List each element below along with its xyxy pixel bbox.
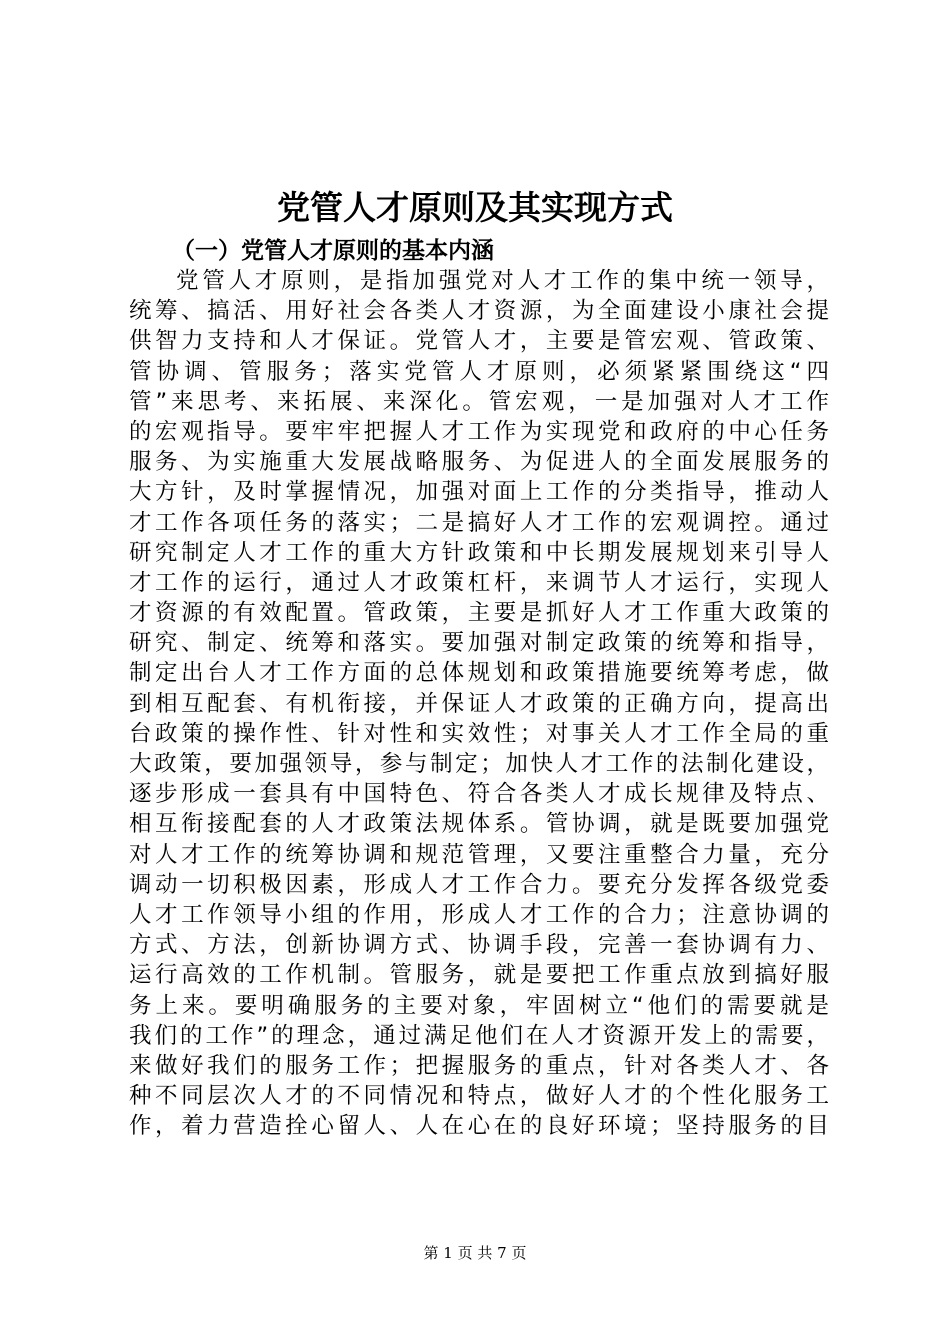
- body-line: 相互衔接配套的人才政策法规体系。管协调，就是既要加强党: [129, 811, 829, 838]
- body-line: 研究制定人才工作的重大方针政策和中长期发展规划来引导人: [129, 539, 829, 566]
- body-line: 研究、制定、统筹和落实。要加强对制定政策的统筹和指导，: [129, 630, 829, 657]
- body-line: 的宏观指导。要牢牢把握人才工作为实现党和政府的中心任务: [129, 418, 829, 445]
- body-line: 方式、方法，创新协调方式、协调手段，完善一套协调有力、: [129, 932, 829, 959]
- body-line: 管协调、管服务；落实党管人才原则，必须紧紧围绕这“四: [129, 358, 829, 385]
- document-title: 党管人才原则及其实现方式: [277, 188, 673, 227]
- page-indicator: 第 1 页 共 7 页: [423, 1244, 527, 1262]
- body-line: 大方针，及时掌握情况，加强对面上工作的分类指导，推动人: [129, 479, 829, 506]
- body-paragraph: [129, 266, 829, 1141]
- body-line: 才资源的有效配置。管政策，主要是抓好人才工作重大政策的: [129, 600, 829, 627]
- body-line: 党管人才原则，是指加强党对人才工作的集中统一领导，: [176, 268, 829, 294]
- body-line: 服务、为实施重大发展战略服务、为促进人的全面发展服务的: [129, 449, 829, 476]
- body-line: 运行高效的工作机制。管服务，就是要把工作重点放到搞好服: [129, 962, 829, 989]
- body-line: 统筹、搞活、用好社会各类人才资源，为全面建设小康社会提: [129, 298, 829, 325]
- body-line: 逐步形成一套具有中国特色、符合各类人才成长规律及特点、: [129, 781, 829, 808]
- body-line: 对人才工作的统筹协调和规范管理，又要注重整合力量，充分: [129, 841, 829, 868]
- body-line: 来做好我们的服务工作；把握服务的重点，针对各类人才、各: [129, 1052, 829, 1079]
- body-line: 台政策的操作性、针对性和实效性；对事关人才工作全局的重: [129, 720, 829, 747]
- body-line: 调动一切积极因素，形成人才工作合力。要充分发挥各级党委: [129, 871, 829, 898]
- body-line: 才工作的运行，通过人才政策杠杆，来调节人才运行，实现人: [129, 569, 829, 596]
- body-line: 我们的工作”的理念，通过满足他们在人才资源开发上的需要，: [129, 1022, 829, 1049]
- body-line: 到相互配套、有机衔接，并保证人才政策的正确方向，提高出: [129, 690, 829, 717]
- body-line: 大政策，要加强领导，参与制定；加快人才工作的法制化建设，: [129, 751, 829, 777]
- body-line: 才工作各项任务的落实；二是搞好人才工作的宏观调控。通过: [129, 509, 829, 536]
- body-line: 制定出台人才工作方面的总体规划和政策措施要统筹考虑，做: [129, 660, 829, 687]
- body-line: 务上来。要明确服务的主要对象，牢固树立“他们的需要就是: [129, 992, 829, 1019]
- body-line: 作，着力营造拴心留人、人在心在的良好环境；坚持服务的目: [129, 1113, 829, 1140]
- section-heading: （一）党管人才原则的基本内涵: [172, 238, 494, 264]
- body-line: 种不同层次人才的不同情况和特点，做好人才的个性化服务工: [129, 1083, 829, 1110]
- body-line: 人才工作领导小组的作用，形成人才工作的合力；注意协调的: [129, 901, 829, 928]
- body-line: 供智力支持和人才保证。党管人才，主要是管宏观、管政策、: [129, 328, 829, 355]
- body-line: 管”来思考、来拓展、来深化。管宏观，一是加强对人才工作: [129, 388, 829, 415]
